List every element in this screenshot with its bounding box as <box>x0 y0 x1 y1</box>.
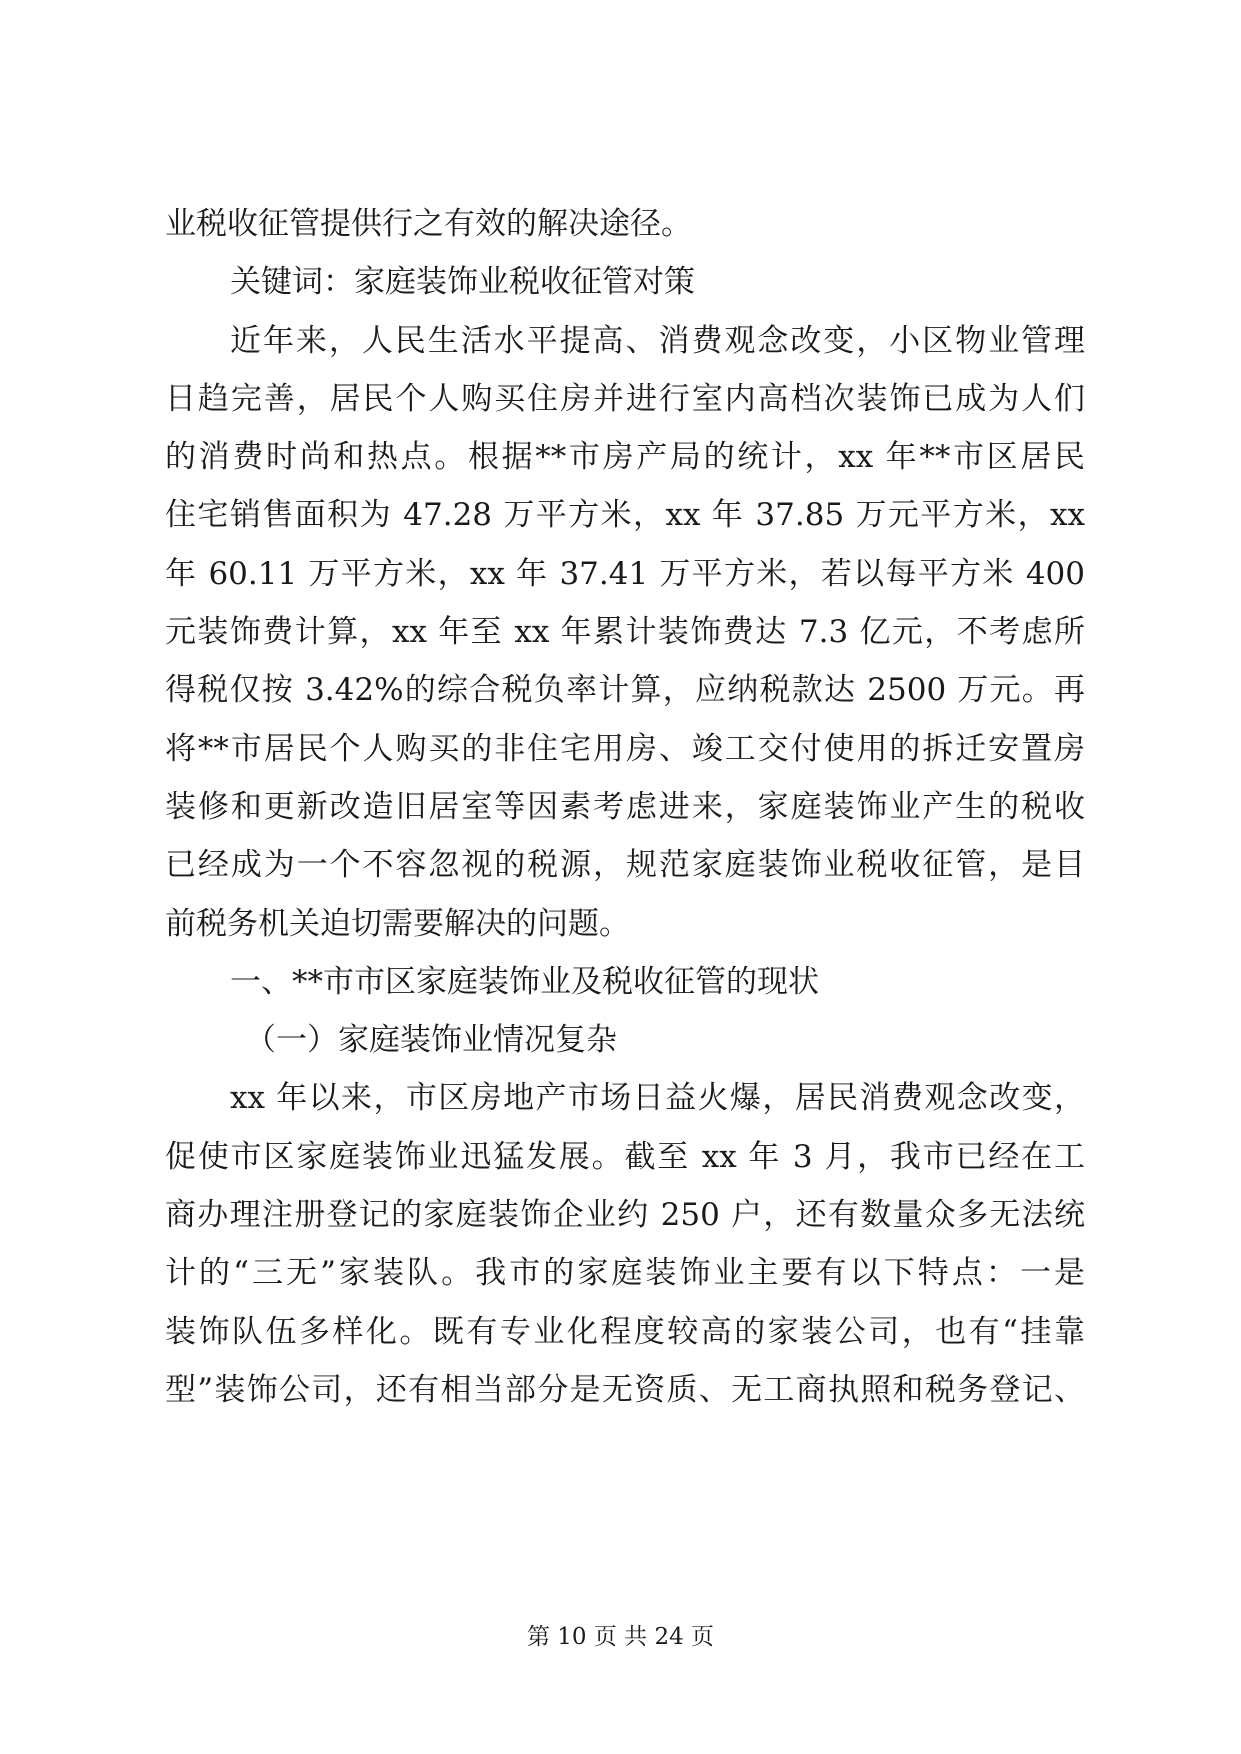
text-line: 业税收征管提供行之有效的解决途径。 <box>165 206 692 242</box>
text-line: 装饰队伍多样化。既有专业化程度较高的家装公司，也有“挂靠 <box>165 1313 1085 1350</box>
text-line: 促使市区家庭装饰业迅猛发展。截至 xx 年 3 月，我市已经在工 <box>165 1138 1085 1175</box>
page-footer: 第 10 页 共 24 页 <box>526 1624 715 1650</box>
text-line: 得税仅按 3.42%的综合税负率计算，应纳税款达 2500 万元。再 <box>165 672 1085 709</box>
text-line: 计的“三无”家装队。我市的家庭装饰业主要有以下特点：一是 <box>165 1255 1085 1292</box>
text-line: 日趋完善，居民个人购买住房并进行室内高档次装饰已成为人们 <box>165 380 1085 417</box>
text-line: 将**市居民个人购买的非住宅用房、竣工交付使用的拆迁安置房 <box>165 730 1085 767</box>
keywords-line: 关键词：家庭装饰业税收征管对策 <box>230 264 695 301</box>
body-text <box>165 195 1085 1419</box>
text-line: 近年来，人民生活水平提高、消费观念改变，小区物业管理 <box>230 322 1085 359</box>
subsection-heading: （一）家庭装饰业情况复杂 <box>245 1022 617 1059</box>
text-line: 前税务机关迫切需要解决的问题。 <box>165 905 630 942</box>
text-line: 的消费时尚和热点。根据**市房产局的统计，xx 年**市区居民 <box>165 439 1085 476</box>
section-heading: 一、**市市区家庭装饰业及税收征管的现状 <box>230 963 819 1000</box>
text-line: 年 60.11 万平方米，xx 年 37.41 万平方米，若以每平方米 400 <box>165 555 1085 592</box>
text-line: xx 年以来，市区房地产市场日益火爆，居民消费观念改变， <box>230 1080 1085 1117</box>
text-line: 已经成为一个不容忽视的税源，规范家庭装饰业税收征管，是目 <box>165 847 1085 884</box>
text-line: 元装饰费计算，xx 年至 xx 年累计装饰费达 7.3 亿元，不考虑所 <box>165 614 1085 651</box>
text-line: 住宅销售面积为 47.28 万平方米，xx 年 37.85 万元平方米，xx <box>165 497 1085 534</box>
text-line: 装修和更新改造旧居室等因素考虑进来，家庭装饰业产生的税收 <box>165 788 1085 825</box>
text-line: 商办理注册登记的家庭装饰企业约 250 户，还有数量众多无法统 <box>165 1197 1085 1234</box>
text-line: 型”装饰公司，还有相当部分是无资质、无工商执照和税务登记、 <box>165 1371 1085 1408</box>
